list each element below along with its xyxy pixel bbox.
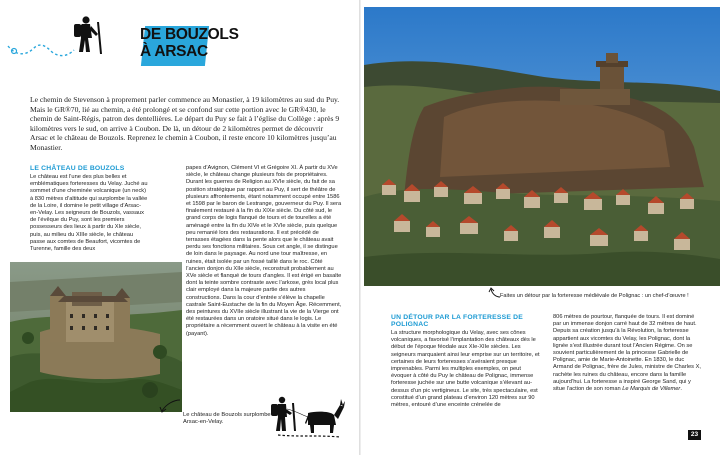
column-1 (30, 165, 148, 253)
polignac-fortress-photo (364, 7, 720, 286)
title-line-1: DE BOUZOLS (140, 26, 239, 43)
page-title (140, 26, 260, 60)
column-2 (186, 165, 342, 338)
title-line-2: À ARSAC (140, 43, 208, 60)
polignac-photo-caption: Faites un détour par la forteresse médiévale de Polignac : un chef-d’œuvre ! (500, 293, 689, 299)
section-heading-bouzols: LE CHÂTEAU DE BOUZOLS (30, 165, 125, 172)
hiker-trail-icon (6, 12, 126, 62)
column-4-body: 806 mètres de pourtour, flanquée de tours. Il est dominé par un immense donjon carré haut de 32 mètres de haut. Depuis sa création jusqu’à la Révolution, la forteresse appartient aux vicomtes du Velay, les Polignac, dont la lignée s’est illustrée durant tout l’Ancien Régime. On se souvient particulièrement de la princesse Gabrielle de Polignac, amie de Marie-Antoinette. En 1830, le duc Armand de Polignac, frère de Jules, ministre de Charles X, rachète les ruines du château, encore dans la famille aujourd’hui. La forteresse a inspiré George Sand, qui y situe l’action de son roman (553, 314, 701, 393)
caption-arrow-icon (156, 396, 182, 416)
section-heading-polignac: UN DÉTOUR PAR LA FORTERESSE DE POLIGNAC (391, 314, 524, 328)
walker-with-donkey-icon (268, 395, 348, 443)
column-3 (391, 314, 543, 409)
intro-paragraph: Le chemin de Stevenson à proprement parler commence au Monastier, à 19 kilomètres au sud du Puy. Mais le GR®70, lié au chemin, a été prolongé et se confond sur cette portion avec le GR®430, le chemin de Saint-Régis, patron des dentellières. Le départ du Puy se fait à l’église du Collège : après 9 kilomètres vers le sud, on arrive à Coubon. De là, un détour de 2 kilomètres permet de découvrir Arsac et le château de Bouzols. Reprenez le chemin à Coubon, il reste encore 10 kilomètres jusqu’au Monastier. (30, 95, 340, 152)
page-number: 23 (688, 430, 701, 440)
column-1-text: Le château est l’une des plus belles et emblématiques forteresses du Velay. Juché au sommet d’une cheminée volcanique (un neck) à 830 mètres d’altitude qui surplombe la vallée de la Loire, il domine le petit village d’Arsac-en-Velay. Les seigneurs de Bouzols, vassaux de l’évêque du Puy, sont les premiers possesseurs des lieux à partir du XIe siècle, puis, au milieu du XIIIe siècle, le château passe aux comtes de Beaufort, vicomtes de Turenne, famille des deux (30, 174, 148, 253)
column-2-text: papes d’Avignon, Clément VI et Grégoire XI. À partir du XVe siècle, le château change plusieurs fois de propriétaires. Durant les guerres de Religion au XVIe siècle, du fait de sa position stratégique par rapport au Puy, il sert de théâtre de plusieurs affrontements, étant notamment occupé entre 1586 et 1598 par le baron de Lestrange, gouverneur du Puy. Il sera finalement restauré à la fin du XIXe siècle. Du côté sud, le grand corps de logis flanqué de tours et de tourelles a été aménagé entre la fin du XIVe et le XVIe siècle, puis quelque peu remanié lors des restaurations. Il est précédé de terrasses étagées dans la pente alors que le château avait perdu ses fonctions militaires. Sous cet angle, il se distingue de loin dans le paysage. Au nord une tour maîtresse, en ruines, était isolée par un fossé taillé dans le roc. Côté l’ancien donjon du XIIe siècle, reconstruit probablement au XVe siècle et flanqué de tours d’angles. Il est érigé en basalte dont la teinte sombre contraste avec l’arkose, grès local plus clair employé dans la majeure partie des autres constructions. Dans la cour d’entrée s’élève la chapelle castrale Saint-Eustache de la fin du Moyen Âge. Récemment, des peintures du XVIIe siècle illustrant la vie de la Vierge ont été restaurées dans un oratoire situé dans le logis. Le propriétaire a récemment ouvert le château à la visite en été (payant). (186, 165, 342, 337)
castle-photo-caption: Le château de Bouzols surplombe Arsac-en-Velay. (183, 412, 271, 426)
bouzols-castle-photo (10, 262, 182, 412)
book-gutter (359, 0, 361, 455)
novel-title: Le Marquis de Villemer (622, 386, 681, 393)
column-4-end: . (680, 386, 682, 393)
column-3-text: La structure morphologique du Velay, avec ses cônes volcaniques, a favorisé l’implantation des châteaux dès le début de l’époque féodale aux XIe-XIIe siècles. Les seigneurs marquaient ainsi leur emprise sur un territoire, et certaines de leurs forteresses s’avéraient presque imprenables. Parmi les multiples exemples, on peut évoquer à côté du Puy le château de Polignac, immense forteresse juchée sur une butte volcanique s’élevant au-dessus d’un pic vertigineux. Le site, très spectaculaire, est constitué d’un grand plateau d’environ 120 mètres sur 90 mètres, entouré d’une enceinte crénelée de (391, 330, 540, 409)
column-4-text (553, 314, 703, 393)
column-4 (553, 314, 703, 393)
